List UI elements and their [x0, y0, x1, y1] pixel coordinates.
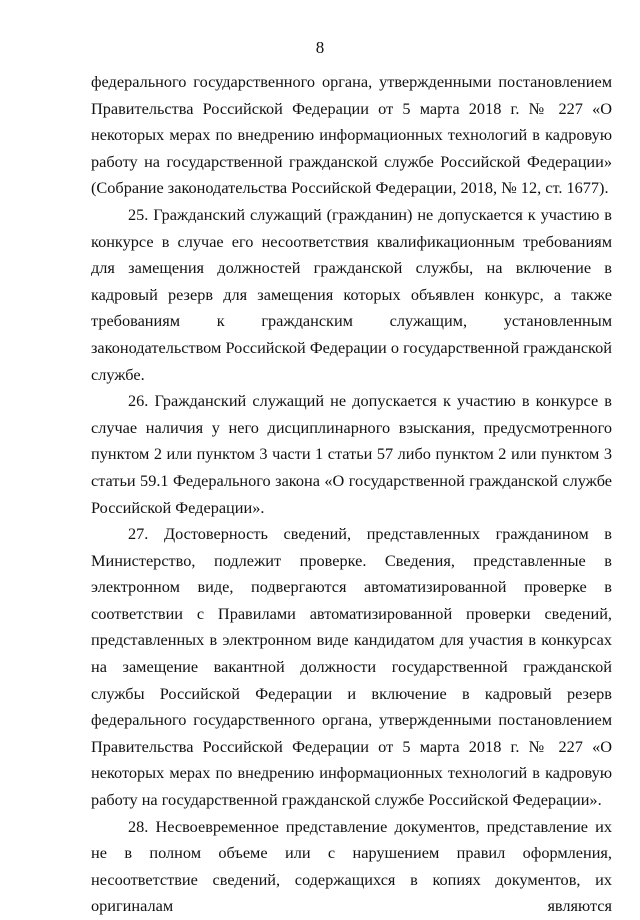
- document-body: [91, 69, 612, 920]
- paragraph-item-25: 25. Гражданский служащий (гражданин) не допускается к участию в конкурсе в случае его несоответствия квалификационным требованиям для замещения должностей гражданской службы, на включение в кадровый резерв для замещения которых объявлен конкурс, а также требованиям к гражданским служащим, установленным законодательством Российской Федерации о государственной гражданской службе.: [91, 204, 612, 384]
- paragraph-continuation: федерального государственного органа, утвержденными постановлением Правительства Российской Федерации от 5 марта 2018 г. № 227 «О некоторых мерах по внедрению информационных технологий в кадровую работу на государственной гражданской службе Российской Федерации» (Собрание законодательства Российской Федерации, 2018, № 12, ст. 1677).: [91, 72, 612, 198]
- page-number: 8: [315, 38, 325, 57]
- paragraph-item-27: 27. Достоверность сведений, представленных гражданином в Министерство, подлежит проверке. Сведения, представленные в электронном виде, подвергаются автоматизированной проверке в соответствии с Правилами автоматизированной проверки сведений, представленных в электронном виде кандидатом для участия в конкурсах на замещение вакантной должности государственной гражданской службы Российской Федерации и включение в кадровый резерв федерального государственного органа, утвержденными постановлением Правительства Российской Федерации от 5 марта 2018 г. № 227 «О некоторых мерах по внедрению информационных технологий в кадровую работу на государственной гражданской службе Российской Федерации».: [91, 524, 612, 810]
- paragraph-item-26: 26. Гражданский служащий не допускается к участию в конкурсе в случае наличия у него дисциплинарного взыскания, предусмотренного пунктом 2 или пунктом 3 части 1 статьи 57 либо пунктом 2 или пунктом 3 статьи 59.1 Федерального закона «О государственной гражданской службе Российской Федерации».: [91, 391, 612, 517]
- paragraph-item-28: 28. Несвоевременное представление документов, представление их не в полном объеме или с нарушением правил оформления, несоответствие сведений, содержащихся в копиях документов, их оригиналам являются: [91, 816, 612, 916]
